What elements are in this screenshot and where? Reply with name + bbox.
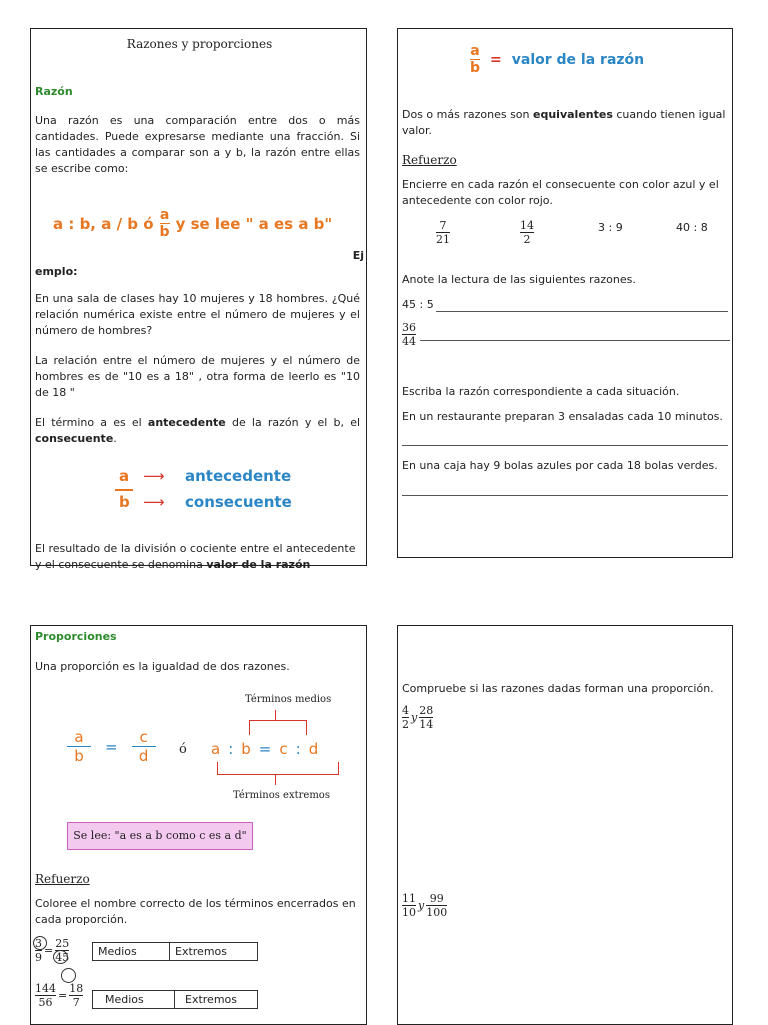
p1-right-num: 25	[55, 937, 70, 950]
question-2	[402, 892, 447, 919]
section-heading-proporciones: Proporciones	[35, 630, 117, 643]
circled-term-mark	[61, 968, 76, 983]
or-label: ó	[179, 742, 187, 757]
term-c: c	[139, 728, 148, 746]
fraction-c-d	[132, 728, 156, 765]
option-extremos[interactable]: Extremos	[175, 945, 227, 958]
term-paragraph: El término a es el antecedente de la razón y el b, el consecuente.	[35, 416, 361, 445]
instruction-compruebe: Compruebe si las razones dadas forman una proporción.	[402, 682, 714, 695]
valor-header	[470, 43, 644, 76]
answer-options-2	[92, 990, 258, 1009]
p2-left-num: 144	[35, 982, 56, 995]
header-eq: =	[490, 51, 502, 68]
term-pre: El término a es el	[35, 416, 142, 429]
example-paragraph: En una sala de clases hay 10 mujeres y 18 hombres. ¿Qué relación numérica existe entre el número de mujeres y el número de hombres?	[35, 292, 360, 337]
diagram-antecedente: antecedente	[185, 467, 292, 485]
r2-num: 14	[520, 219, 534, 232]
equivalent-paragraph	[402, 107, 727, 139]
term-antecedente: antecedente	[147, 416, 226, 429]
formula-prefix: a : b, a / b ó	[53, 214, 154, 233]
instruction-anote: Anote la lectura de las siguientes razones.	[402, 273, 636, 286]
term-a: a	[74, 728, 84, 746]
lect2-num: 36	[402, 321, 416, 334]
fraction-a-b	[67, 728, 91, 765]
ratio-14-2	[520, 219, 534, 246]
lectura-45-5: 45 : 5	[402, 298, 434, 311]
relation-paragraph: La relación entre el número de mujeres y el número de hombres es de "10 es a 18" , otra forma de leerlo es "10 de 18 "	[35, 354, 360, 399]
situation-bolas: En una caja hay 9 bolas azules por cada 18 bolas verdes.	[402, 459, 718, 472]
term-mid: de la razón y el b, el	[231, 416, 361, 429]
header-text: valor de la razón	[511, 51, 645, 68]
term-b: b	[241, 740, 251, 758]
terminos-medios-label: Términos medios	[245, 694, 332, 705]
instruction-coloree: Coloree el nombre correcto de los términos encerrados en cada proporción.	[35, 897, 356, 926]
answer-line[interactable]	[436, 311, 728, 312]
ratio-formula	[53, 207, 332, 240]
formula-numerator: a	[159, 207, 170, 223]
diagram-b: b	[119, 493, 130, 511]
proportion-1: $\frac{3}{9}$ = $\frac{25}{45}$	[35, 937, 70, 964]
ratio-7-21	[436, 219, 450, 246]
ratio-3-9: 3 : 9	[598, 221, 623, 234]
panel-compruebe	[397, 625, 733, 1025]
extremos-bracket	[275, 775, 276, 785]
arrow-right-icon: ⟶	[143, 493, 165, 511]
q1-a-num: 4	[402, 704, 409, 717]
header-fraction	[470, 43, 480, 76]
p2-left-den: 56	[38, 996, 53, 1009]
question-1	[402, 704, 433, 731]
lect2-den: 44	[402, 335, 416, 348]
option-medios[interactable]: Medios	[93, 943, 170, 960]
q2-b-num: 99	[429, 892, 444, 905]
equiv-post: cuando tienen igual valor.	[402, 108, 726, 137]
formula-fraction	[160, 207, 170, 240]
equiv-pre: Dos o más razones son	[402, 108, 530, 121]
result-bold: valor de la razón	[206, 558, 311, 571]
term-b: b	[74, 747, 84, 765]
situation-restaurante: En un restaurante preparan 3 ensaladas cada 10 minutos.	[402, 410, 723, 423]
y-conjunction: y	[418, 899, 425, 912]
term-consecuente: consecuente	[35, 432, 114, 445]
page-title: Razones y proporciones	[126, 37, 273, 51]
p1-left-num: 3	[35, 937, 42, 950]
refuerzo-heading: Refuerzo	[35, 872, 90, 886]
r1-den: 21	[436, 233, 450, 246]
answer-options-1	[92, 942, 258, 961]
reading-box: Se lee: "a es a b como c es a d"	[67, 822, 253, 850]
diagram-a: a	[119, 467, 130, 485]
circled-term-mark	[33, 936, 47, 950]
equiv-bold: equivalentes	[533, 108, 613, 121]
extremos-bracket	[217, 762, 339, 775]
q2-a-num: 11	[402, 892, 416, 905]
q2-a-den: 10	[402, 906, 416, 919]
p1-left-den: 9	[35, 951, 42, 964]
r1-num: 7	[439, 219, 447, 232]
medios-bracket	[249, 720, 307, 735]
term-d: d	[138, 747, 149, 765]
q1-a-den: 2	[402, 718, 409, 731]
circled-term-mark	[53, 950, 68, 964]
p2-right-den: 7	[72, 996, 80, 1009]
colon: :	[295, 740, 301, 758]
proportion-fraction-form	[67, 728, 156, 765]
term-d: d	[308, 740, 319, 758]
header-den: b	[470, 60, 481, 76]
ratio-40-8: 40 : 8	[676, 221, 708, 234]
proportion-2: $\frac{144}{56}$ = $\frac{18}{7}$	[35, 982, 84, 1009]
panel-razon	[30, 28, 367, 571]
formula-denominator: b	[159, 224, 170, 240]
q2-b-den: 100	[426, 906, 448, 919]
p1-right-den: 45	[55, 951, 70, 964]
ejemplo-fragment: Ej	[352, 249, 364, 262]
panel-proporciones	[30, 625, 367, 1025]
header-num: a	[470, 43, 480, 59]
ejemplo-label: emplo:	[35, 265, 78, 278]
proportion-definition: Una proporción es la igualdad de dos razones.	[35, 660, 290, 673]
arrow-right-icon: ⟶	[143, 467, 165, 485]
equals: =	[105, 737, 118, 756]
instruction-escriba: Escriba la razón correspondiente a cada situación.	[402, 385, 680, 398]
answer-line[interactable]	[420, 340, 730, 341]
antecedente-diagram	[115, 467, 315, 517]
p2-right-num: 18	[69, 982, 84, 995]
medios-bracket	[275, 710, 276, 720]
y-conjunction: y	[411, 711, 418, 724]
option-medios[interactable]: Medios	[93, 991, 175, 1008]
answer-line[interactable]	[402, 445, 728, 446]
formula-suffix: y se lee " a es a b"	[175, 214, 333, 233]
colon: :	[228, 740, 234, 758]
proportion-colon-form	[211, 740, 318, 758]
instruction-encierre: Encierre en cada razón el consecuente con color azul y el antecedente con color rojo.	[402, 178, 719, 207]
refuerzo-heading: Refuerzo	[402, 153, 457, 167]
panel-valor-razon	[397, 28, 733, 558]
option-extremos[interactable]: Extremos	[185, 993, 237, 1006]
terminos-extremos-label: Términos extremos	[233, 790, 330, 801]
section-heading-razon: Razón	[35, 85, 73, 98]
equals: =	[258, 740, 272, 758]
q1-b-num: 28	[419, 704, 434, 717]
lectura-36-44	[402, 321, 416, 348]
answer-line[interactable]	[402, 495, 728, 496]
r2-den: 2	[523, 233, 531, 246]
diagram-consecuente: consecuente	[185, 493, 292, 511]
result-paragraph	[35, 541, 360, 573]
term-c: c	[279, 740, 288, 758]
intro-paragraph: Una razón es una comparación entre dos o más cantidades. Puede expresarse mediante una fracción. Si las cantidades a comparar son a y b, la razón entre ellas se escribe como:	[35, 114, 360, 175]
q1-b-den: 14	[419, 718, 434, 731]
term-a: a	[211, 740, 221, 758]
result-pre: El resultado de la división o cociente entre el antecedente y el consecuente se denomina	[35, 542, 356, 571]
